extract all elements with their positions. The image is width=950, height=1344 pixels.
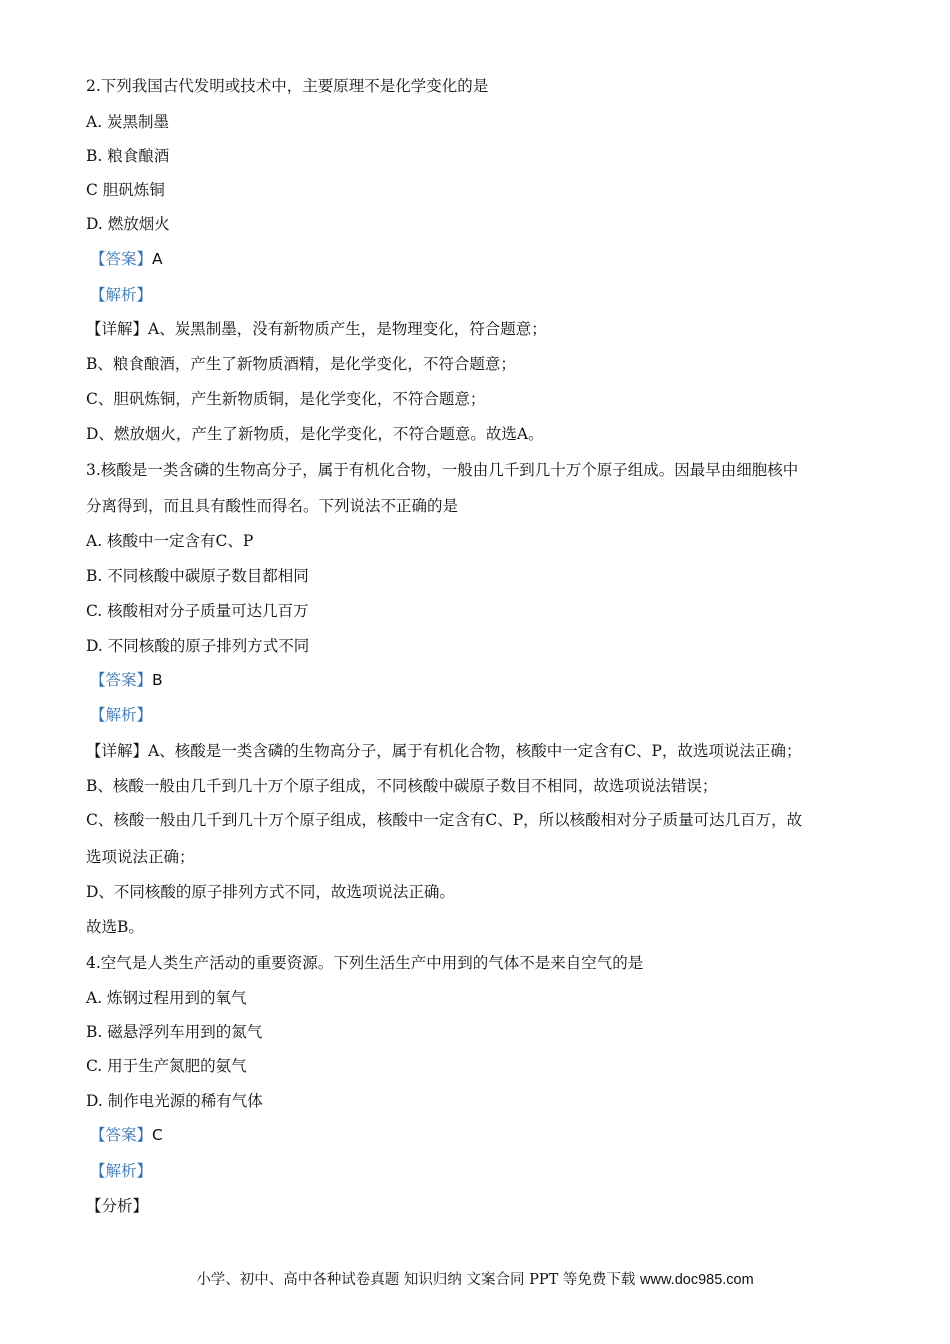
q3-detail-c-2: 选项说法正确； bbox=[86, 848, 195, 866]
q2-option-b: B. 粮食酿酒 bbox=[86, 147, 170, 165]
q2-answer bbox=[90, 249, 163, 269]
answer-tag: 【答案】 bbox=[90, 250, 153, 268]
q3-detail-a: 【详解】A、核酸是一类含磷的生物高分子，属于有机化合物，核酸中一定含有C、P，故选项说法正确； bbox=[86, 742, 802, 760]
q4-breakdown-tag: 【分析】 bbox=[86, 1197, 149, 1215]
q4-analysis-tag: 【解析】 bbox=[90, 1162, 153, 1180]
q4-option-a: A. 炼钢过程用到的氧气 bbox=[86, 989, 247, 1007]
q3-analysis-tag: 【解析】 bbox=[90, 706, 153, 724]
page-footer bbox=[0, 1268, 950, 1289]
q2-detail-d: D、燃放烟火，产生了新物质，是化学变化，不符合题意。故选A。 bbox=[86, 425, 544, 443]
q4-answer bbox=[90, 1125, 163, 1145]
q4-stem: 4.空气是人类生产活动的重要资源。下列生活生产中用到的气体不是来自空气的是 bbox=[86, 954, 644, 972]
q3-option-c: C. 核酸相对分子质量可达几百万 bbox=[86, 602, 309, 620]
q3-detail-b: B、核酸一般由几千到几十万个原子组成，不同核酸中碳原子数目不相同，故选项说法错误； bbox=[86, 777, 718, 795]
q2-option-c: C 胆矾炼铜 bbox=[86, 181, 165, 199]
q2-detail-c: C、胆矾炼铜，产生新物质铜，是化学变化，不符合题意； bbox=[86, 390, 486, 408]
answer-value: B bbox=[152, 671, 163, 689]
footer-link[interactable]: www.doc985.com bbox=[640, 1272, 754, 1288]
q3-option-d: D. 不同核酸的原子排列方式不同 bbox=[86, 637, 310, 655]
footer-text: 小学、初中、高中各种试卷真题 知识归纳 文案合同 PPT 等免费下载 bbox=[196, 1272, 641, 1288]
q3-stem-line-2: 分离得到，而且具有酸性而得名。下列说法不正确的是 bbox=[86, 497, 459, 515]
q4-option-b: B. 磁悬浮列车用到的氮气 bbox=[86, 1023, 263, 1041]
q4-option-c: C. 用于生产氮肥的氨气 bbox=[86, 1057, 247, 1075]
q3-detail-d: D、不同核酸的原子排列方式不同，故选项说法正确。 bbox=[86, 883, 455, 901]
q3-option-b: B. 不同核酸中碳原子数目都相同 bbox=[86, 567, 309, 585]
q3-answer bbox=[90, 670, 163, 690]
q2-option-d: D. 燃放烟火 bbox=[86, 215, 170, 233]
q2-detail-b: B、粮食酿酒，产生了新物质酒精，是化学变化，不符合题意； bbox=[86, 355, 516, 373]
q2-analysis-tag: 【解析】 bbox=[90, 286, 153, 304]
q3-stem-line-1: 3.核酸是一类含磷的生物高分子，属于有机化合物，一般由几千到几十万个原子组成。因最早由细胞核中 bbox=[86, 461, 799, 479]
q4-option-d: D. 制作电光源的稀有气体 bbox=[86, 1092, 263, 1110]
q3-option-a: A. 核酸中一定含有C、P bbox=[86, 532, 254, 550]
answer-value: A bbox=[152, 250, 163, 268]
q3-detail-c-1: C、核酸一般由几千到几十万个原子组成，核酸中一定含有C、P，所以核酸相对分子质量可达几百万，故 bbox=[86, 811, 803, 829]
q2-detail-a: 【详解】A、炭黑制墨，没有新物质产生，是物理变化，符合题意； bbox=[86, 320, 547, 338]
q2-option-a: A. 炭黑制墨 bbox=[86, 113, 170, 131]
answer-tag: 【答案】 bbox=[90, 671, 153, 689]
q3-conclusion: 故选B。 bbox=[86, 918, 144, 936]
answer-value: C bbox=[152, 1126, 163, 1144]
answer-tag: 【答案】 bbox=[90, 1126, 153, 1144]
q2-stem: 2.下列我国古代发明或技术中，主要原理不是化学变化的是 bbox=[86, 77, 489, 95]
